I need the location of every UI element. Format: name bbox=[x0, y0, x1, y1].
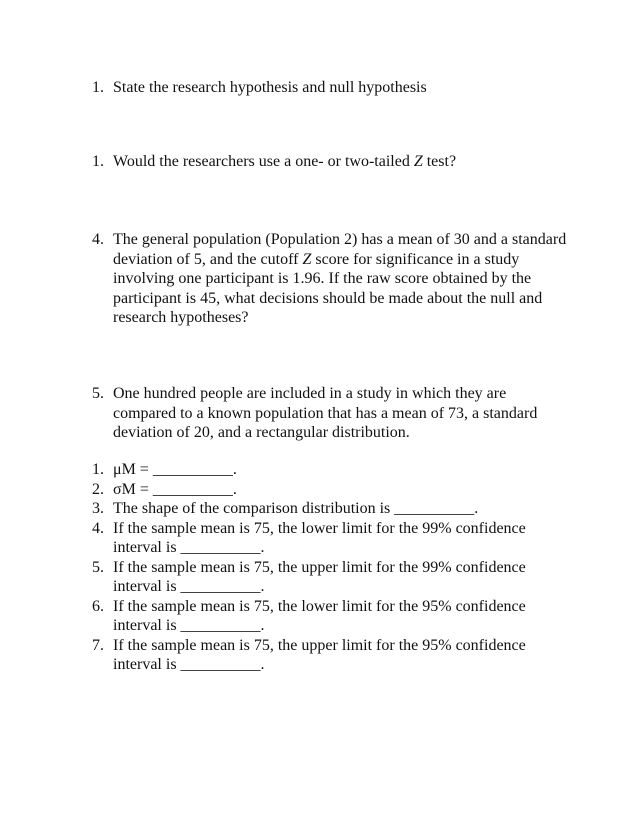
sub-item-text: σM = __________. bbox=[113, 480, 237, 498]
question-text-part: Would the researchers use a one- or two-tailed bbox=[113, 153, 414, 170]
sub-item-text: If the sample mean is 75, the upper limit for the 99% confidence interval is __________. bbox=[113, 558, 526, 595]
question-number: 1. bbox=[92, 79, 104, 96]
sub-item-text: If the sample mean is 75, the lower limit for the 99% confidence interval is __________. bbox=[113, 519, 526, 556]
sub-item bbox=[92, 636, 572, 675]
sub-item bbox=[92, 519, 572, 558]
sub-item-number: 6. bbox=[92, 597, 104, 615]
sub-item-text: μM = __________. bbox=[113, 461, 237, 478]
z-symbol: Z bbox=[302, 250, 312, 268]
question-text bbox=[113, 152, 572, 172]
sub-item-number: 2. bbox=[92, 480, 104, 498]
z-symbol: Z bbox=[413, 153, 423, 170]
question-item bbox=[92, 78, 572, 98]
question-number: 5. bbox=[92, 385, 104, 402]
sub-item-number: 5. bbox=[92, 558, 104, 576]
sub-item-number: 4. bbox=[92, 519, 104, 537]
question-text-part: test? bbox=[422, 153, 457, 170]
sub-item bbox=[92, 597, 572, 636]
question-item bbox=[92, 152, 572, 172]
question-number: 4. bbox=[92, 231, 104, 248]
question-text-part: score for significance in a study involving one participant is 1.96. If the raw score obtained by the participant is 45, what decisions should be made about the null and research hypotheses? bbox=[113, 250, 543, 326]
question-item bbox=[92, 384, 572, 443]
sub-item bbox=[92, 558, 572, 597]
question-text bbox=[113, 230, 572, 328]
sub-item-text: The shape of the comparison distribution is __________. bbox=[113, 500, 479, 517]
sub-item-text: If the sample mean is 75, the lower limit for the 95% confidence interval is __________. bbox=[113, 597, 526, 634]
sub-item-number: 3. bbox=[92, 500, 104, 517]
sub-item bbox=[92, 460, 572, 480]
question-number: 1. bbox=[92, 153, 104, 170]
question-text-part: The general population (Population 2) has a mean of 30 and a standard deviation of 5, and the cutoff bbox=[113, 231, 567, 268]
question-text: One hundred people are included in a study in which they are compared to a known population that has a mean of 73, a standard deviation of 20, and a rectangular distribution. bbox=[113, 385, 538, 441]
sub-item bbox=[92, 480, 572, 500]
sub-item-number: 1. bbox=[92, 461, 104, 478]
question-item bbox=[92, 230, 572, 328]
sub-item bbox=[92, 499, 572, 519]
sub-item-number: 7. bbox=[92, 636, 104, 654]
sub-item-text: If the sample mean is 75, the upper limit for the 95% confidence interval is __________. bbox=[113, 636, 526, 673]
question-text: State the research hypothesis and null hypothesis bbox=[113, 79, 427, 96]
